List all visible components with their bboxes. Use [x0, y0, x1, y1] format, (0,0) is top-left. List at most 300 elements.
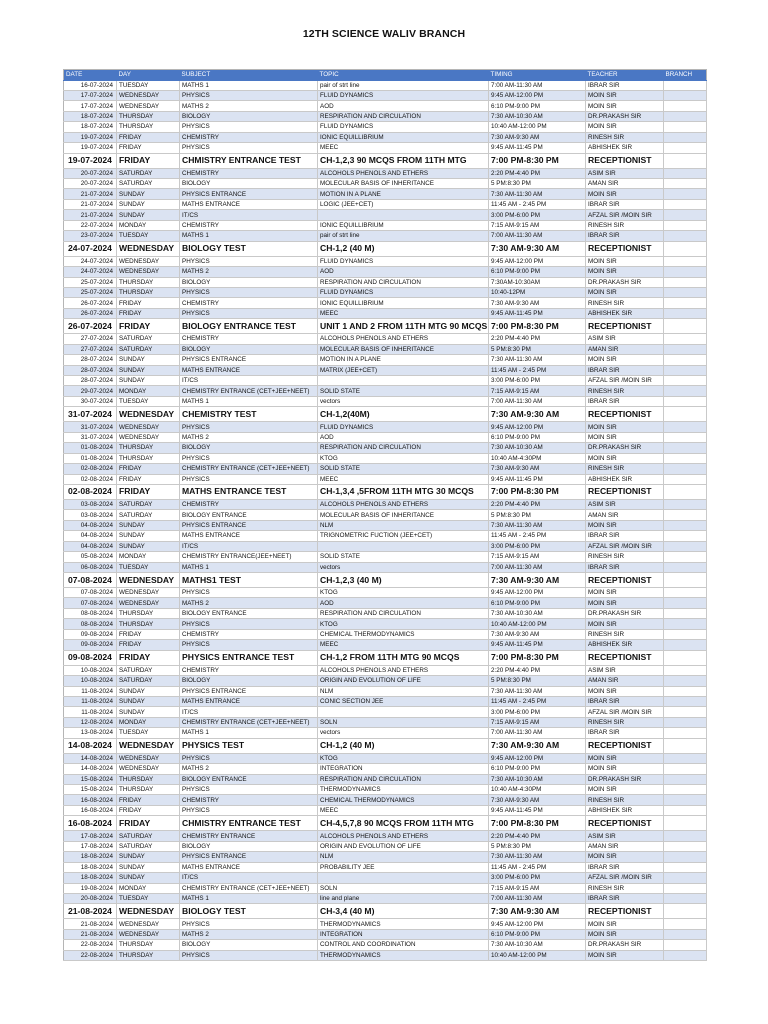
cell-teacher: IBRAR SIR [586, 893, 664, 903]
cell-teacher: DR.PRAKASH SIR [586, 277, 664, 287]
cell-topic: CH-1,2 (40 M) [318, 738, 489, 753]
cell-day: SUNDAY [117, 531, 180, 541]
cell-date: 25-07-2024 [64, 277, 117, 287]
cell-day: FRIDAY [117, 308, 180, 318]
cell-timing: 7:00 AM-11:30 AM [489, 893, 586, 903]
table-row [64, 453, 707, 463]
page-title: 12TH SCIENCE WALIV BRANCH [302, 28, 466, 40]
cell-branch [664, 422, 707, 432]
cell-topic: SOLID STATE [318, 386, 489, 396]
cell-subject: CHEMISTRY TEST [180, 407, 318, 422]
cell-branch [664, 298, 707, 308]
cell-day: THURSDAY [117, 287, 180, 297]
cell-day: FRIDAY [117, 298, 180, 308]
cell-teacher: RECEPTIONIST [586, 241, 664, 256]
cell-branch [664, 453, 707, 463]
cell-topic [318, 873, 489, 883]
table-row [64, 499, 707, 509]
cell-branch [664, 774, 707, 784]
cell-timing: 9:45 AM-12:00 PM [489, 90, 586, 100]
cell-date: 17-08-2024 [64, 841, 117, 851]
cell-timing: 9:45 AM-12:00 PM [489, 256, 586, 266]
cell-subject: CHMISTRY ENTRANCE TEST [180, 153, 318, 168]
cell-subject: MATHS ENTRANCE TEST [180, 484, 318, 499]
cell-day: SATURDAY [117, 676, 180, 686]
cell-subject: BIOLOGY [180, 179, 318, 189]
cell-date: 16-07-2024 [64, 80, 117, 90]
header-date: DATE [64, 70, 117, 81]
cell-date: 18-07-2024 [64, 111, 117, 121]
cell-subject: PHYSICS [180, 753, 318, 763]
cell-topic: RESPIRATION AND CIRCULATION [318, 774, 489, 784]
cell-teacher: MOIN SIR [586, 520, 664, 530]
cell-timing: 9:45 AM-12:00 PM [489, 753, 586, 763]
cell-day: THURSDAY [117, 774, 180, 784]
cell-date: 21-08-2024 [64, 919, 117, 929]
cell-teacher: MOIN SIR [586, 686, 664, 696]
table-row [64, 696, 707, 706]
table-row [64, 510, 707, 520]
cell-subject: MATHS 2 [180, 764, 318, 774]
cell-branch [664, 676, 707, 686]
cell-branch [664, 640, 707, 650]
cell-teacher: MOIN SIR [586, 598, 664, 608]
table-row [64, 334, 707, 344]
cell-timing: 7:30 AM-9:30 AM [489, 464, 586, 474]
cell-date: 31-07-2024 [64, 432, 117, 442]
cell-timing: 10:40 AM-4:30PM [489, 453, 586, 463]
cell-topic [318, 376, 489, 386]
cell-timing: 7:30 AM-9:30 AM [489, 132, 586, 142]
cell-subject: MATHS 2 [180, 929, 318, 939]
cell-date: 10-08-2024 [64, 665, 117, 675]
cell-teacher: MOIN SIR [586, 287, 664, 297]
table-row [64, 422, 707, 432]
cell-day: THURSDAY [117, 111, 180, 121]
cell-subject: CHEMISTRY ENTRANCE [180, 831, 318, 841]
cell-subject: PHYSICS [180, 785, 318, 795]
cell-topic: AOD [318, 432, 489, 442]
cell-date: 19-08-2024 [64, 883, 117, 893]
cell-timing: 7:00 PM-8:30 PM [489, 484, 586, 499]
cell-timing: 9:45 AM-12:00 PM [489, 422, 586, 432]
cell-branch [664, 541, 707, 551]
cell-teacher: MOIN SIR [586, 919, 664, 929]
cell-timing: 6:10 PM-9:00 PM [489, 101, 586, 111]
cell-branch [664, 852, 707, 862]
cell-branch [664, 407, 707, 422]
cell-day: SUNDAY [117, 520, 180, 530]
cell-day: MONDAY [117, 717, 180, 727]
cell-timing: 7:00 AM-11:30 AM [489, 562, 586, 572]
header-row [64, 70, 707, 81]
cell-branch [664, 738, 707, 753]
cell-branch [664, 816, 707, 831]
table-row [64, 753, 707, 763]
cell-day: WEDNESDAY [117, 753, 180, 763]
cell-date: 26-07-2024 [64, 298, 117, 308]
cell-topic: AOD [318, 598, 489, 608]
cell-branch [664, 805, 707, 815]
cell-topic: RESPIRATION AND CIRCULATION [318, 111, 489, 121]
cell-subject: MATHS ENTRANCE [180, 862, 318, 872]
cell-teacher: RECEPTIONIST [586, 650, 664, 665]
cell-topic: MEEC [318, 805, 489, 815]
cell-date: 14-08-2024 [64, 764, 117, 774]
cell-topic: SOLID STATE [318, 464, 489, 474]
cell-branch [664, 665, 707, 675]
table-row [64, 298, 707, 308]
table-row [64, 531, 707, 541]
test-row [64, 407, 707, 422]
cell-day: WEDNESDAY [117, 764, 180, 774]
cell-timing: 6:10 PM-9:00 PM [489, 267, 586, 277]
cell-topic: MOTION IN A PLANE [318, 189, 489, 199]
cell-day: THURSDAY [117, 940, 180, 950]
cell-date: 17-07-2024 [64, 90, 117, 100]
cell-topic: TRIGNOMETRIC FUCTION (JEE+CET) [318, 531, 489, 541]
cell-teacher: RECEPTIONIST [586, 738, 664, 753]
cell-timing: 9:45 AM-11:45 PM [489, 805, 586, 815]
cell-timing: 11:45 AM - 2:45 PM [489, 862, 586, 872]
cell-timing: 7:30 AM-10:30 AM [489, 774, 586, 784]
cell-day: TUESDAY [117, 396, 180, 406]
cell-topic: ORIGIN AND EVOLUTION OF LIFE [318, 841, 489, 851]
cell-teacher: AFZAL SIR /MOIN SIR [586, 376, 664, 386]
cell-date: 28-07-2024 [64, 355, 117, 365]
cell-timing: 9:45 AM-12:00 PM [489, 588, 586, 598]
table-row [64, 344, 707, 354]
table-row [64, 365, 707, 375]
cell-teacher: RECEPTIONIST [586, 904, 664, 919]
cell-date: 09-08-2024 [64, 629, 117, 639]
cell-subject: PHYSICS [180, 422, 318, 432]
table-row [64, 717, 707, 727]
cell-date: 17-08-2024 [64, 831, 117, 841]
cell-teacher: MOIN SIR [586, 950, 664, 960]
cell-topic: CH-1,2,3 90 MCQS FROM 11TH MTG [318, 153, 489, 168]
table-row [64, 168, 707, 178]
cell-teacher: AFZAL SIR /MOIN SIR [586, 210, 664, 220]
cell-day: THURSDAY [117, 122, 180, 132]
cell-day: SATURDAY [117, 179, 180, 189]
cell-date: 20-07-2024 [64, 179, 117, 189]
cell-teacher: ABHISHEK SIR [586, 143, 664, 153]
table-row [64, 122, 707, 132]
cell-day: FRIDAY [117, 629, 180, 639]
cell-subject: CHEMISTRY [180, 298, 318, 308]
cell-branch [664, 707, 707, 717]
cell-branch [664, 510, 707, 520]
cell-timing: 7:00 AM-11:30 AM [489, 728, 586, 738]
cell-timing: 7:00 AM-11:30 AM [489, 80, 586, 90]
cell-branch [664, 241, 707, 256]
cell-branch [664, 499, 707, 509]
cell-day: SATURDAY [117, 665, 180, 675]
cell-topic: SOLN [318, 717, 489, 727]
cell-topic: FLUID DYNAMICS [318, 422, 489, 432]
cell-topic: THERMODYNAMICS [318, 785, 489, 795]
cell-subject: CHEMISTRY ENTRANCE (CET+JEE+NEET) [180, 717, 318, 727]
cell-date: 16-08-2024 [64, 805, 117, 815]
header-branch: BRANCH [664, 70, 707, 81]
cell-subject: PHYSICS ENTRANCE [180, 355, 318, 365]
cell-date: 18-08-2024 [64, 852, 117, 862]
cell-day: WEDNESDAY [117, 573, 180, 588]
cell-date: 21-08-2024 [64, 929, 117, 939]
test-row [64, 319, 707, 334]
cell-subject: IT/CS [180, 541, 318, 551]
cell-timing: 10:40 AM-12:00 PM [489, 950, 586, 960]
cell-date: 08-08-2024 [64, 619, 117, 629]
cell-date: 24-07-2024 [64, 267, 117, 277]
cell-topic: MEEC [318, 143, 489, 153]
cell-teacher: ASIM SIR [586, 831, 664, 841]
cell-date: 18-08-2024 [64, 862, 117, 872]
cell-day: THURSDAY [117, 950, 180, 960]
cell-subject: PHYSICS ENTRANCE [180, 520, 318, 530]
cell-date: 22-08-2024 [64, 940, 117, 950]
cell-teacher: RECEPTIONIST [586, 153, 664, 168]
test-row [64, 650, 707, 665]
cell-day: SATURDAY [117, 168, 180, 178]
cell-subject: PHYSICS ENTRANCE [180, 189, 318, 199]
cell-branch [664, 728, 707, 738]
cell-timing: 5 PM:8:30 PM [489, 179, 586, 189]
cell-date: 07-08-2024 [64, 598, 117, 608]
cell-teacher: DR.PRAKASH SIR [586, 774, 664, 784]
cell-date: 18-07-2024 [64, 122, 117, 132]
cell-date: 29-07-2024 [64, 386, 117, 396]
table-row [64, 764, 707, 774]
cell-teacher: MOIN SIR [586, 432, 664, 442]
cell-subject: BIOLOGY [180, 111, 318, 121]
table-row [64, 256, 707, 266]
cell-branch [664, 153, 707, 168]
cell-branch [664, 256, 707, 266]
cell-day: SATURDAY [117, 499, 180, 509]
cell-date: 03-08-2024 [64, 499, 117, 509]
cell-teacher: MOIN SIR [586, 753, 664, 763]
cell-timing: 7:30 AM-9:30 AM [489, 904, 586, 919]
cell-timing: 9:45 AM-11:45 PM [489, 474, 586, 484]
cell-day: WEDNESDAY [117, 256, 180, 266]
cell-branch [664, 795, 707, 805]
table-row [64, 940, 707, 950]
cell-teacher: RECEPTIONIST [586, 319, 664, 334]
cell-branch [664, 344, 707, 354]
cell-subject: PHYSICS [180, 950, 318, 960]
cell-day: SUNDAY [117, 365, 180, 375]
cell-date: 11-08-2024 [64, 707, 117, 717]
cell-topic: SOLN [318, 883, 489, 893]
cell-branch [664, 474, 707, 484]
cell-subject: CHMISTRY ENTRANCE TEST [180, 816, 318, 831]
cell-topic: pair of strt line [318, 80, 489, 90]
header-day: DAY [117, 70, 180, 81]
cell-day: SUNDAY [117, 541, 180, 551]
cell-topic: CH-4,5,7,8 90 MCQS FROM 11TH MTG [318, 816, 489, 831]
cell-topic: FLUID DYNAMICS [318, 256, 489, 266]
cell-branch [664, 785, 707, 795]
cell-date: 13-08-2024 [64, 728, 117, 738]
cell-teacher: ABHISHEK SIR [586, 308, 664, 318]
cell-day: FRIDAY [117, 474, 180, 484]
cell-day: SUNDAY [117, 696, 180, 706]
test-row [64, 738, 707, 753]
cell-topic: IONIC EQUILLIBRIUM [318, 220, 489, 230]
cell-topic: RESPIRATION AND CIRCULATION [318, 443, 489, 453]
cell-date: 07-08-2024 [64, 588, 117, 598]
cell-day: WEDNESDAY [117, 598, 180, 608]
cell-topic: THERMODYNAMICS [318, 950, 489, 960]
cell-subject: CHEMISTRY [180, 220, 318, 230]
cell-topic: MATRIX (JEE+CET) [318, 365, 489, 375]
cell-subject: PHYSICS [180, 474, 318, 484]
cell-date: 15-08-2024 [64, 774, 117, 784]
cell-branch [664, 531, 707, 541]
cell-day: WEDNESDAY [117, 241, 180, 256]
cell-date: 07-08-2024 [64, 573, 117, 588]
cell-teacher: AMAN SIR [586, 179, 664, 189]
cell-timing: 2:20 PM-4:40 PM [489, 168, 586, 178]
cell-subject: CHEMISTRY ENTRANCE (CET+JEE+NEET) [180, 464, 318, 474]
cell-branch [664, 883, 707, 893]
cell-teacher: RINESH SIR [586, 386, 664, 396]
table-row [64, 608, 707, 618]
cell-date: 03-08-2024 [64, 510, 117, 520]
cell-timing: 5 PM:8:30 PM [489, 841, 586, 851]
table-row [64, 929, 707, 939]
cell-topic: UNIT 1 AND 2 FROM 11TH MTG 90 MCQS [318, 319, 489, 334]
cell-branch [664, 365, 707, 375]
cell-branch [664, 334, 707, 344]
cell-day: TUESDAY [117, 80, 180, 90]
table-row [64, 277, 707, 287]
table-row [64, 541, 707, 551]
table-row [64, 785, 707, 795]
table-row [64, 598, 707, 608]
cell-topic: ALCOHOLS PHENOLS AND ETHERS [318, 831, 489, 841]
cell-teacher: ABHISHEK SIR [586, 474, 664, 484]
table-row [64, 132, 707, 142]
cell-timing: 2:20 PM-4:40 PM [489, 334, 586, 344]
cell-branch [664, 841, 707, 851]
cell-topic: IONIC EQUILLIBRIUM [318, 132, 489, 142]
table-row [64, 143, 707, 153]
cell-branch [664, 132, 707, 142]
cell-branch [664, 355, 707, 365]
cell-topic: CH-1,2(40M) [318, 407, 489, 422]
cell-date: 05-08-2024 [64, 552, 117, 562]
cell-timing: 2:20 PM-4:40 PM [489, 831, 586, 841]
cell-teacher: AFZAL SIR /MOIN SIR [586, 873, 664, 883]
cell-subject: BIOLOGY ENTRANCE [180, 774, 318, 784]
cell-subject: PHYSICS [180, 256, 318, 266]
cell-teacher: IBRAR SIR [586, 562, 664, 572]
cell-teacher: DR.PRAKASH SIR [586, 111, 664, 121]
header-timing: TIMING [489, 70, 586, 81]
cell-date: 02-08-2024 [64, 464, 117, 474]
cell-topic [318, 541, 489, 551]
cell-timing: 3:00 PM-6:00 PM [489, 541, 586, 551]
table-row [64, 862, 707, 872]
cell-branch [664, 862, 707, 872]
cell-branch [664, 287, 707, 297]
cell-timing: 3:00 PM-6:00 PM [489, 707, 586, 717]
cell-branch [664, 210, 707, 220]
table-row [64, 562, 707, 572]
cell-date: 22-08-2024 [64, 950, 117, 960]
table-row [64, 199, 707, 209]
cell-subject: IT/CS [180, 376, 318, 386]
table-row [64, 852, 707, 862]
cell-date: 01-08-2024 [64, 453, 117, 463]
table-row [64, 805, 707, 815]
cell-subject: MATHS ENTRANCE [180, 696, 318, 706]
cell-timing: 2:20 PM-4:40 PM [489, 499, 586, 509]
header-topic: TOPIC [318, 70, 489, 81]
test-row [64, 484, 707, 499]
table-row [64, 883, 707, 893]
cell-branch [664, 484, 707, 499]
cell-branch [664, 629, 707, 639]
cell-teacher: MOIN SIR [586, 764, 664, 774]
table-row [64, 189, 707, 199]
cell-day: TUESDAY [117, 231, 180, 241]
cell-subject: BIOLOGY [180, 277, 318, 287]
cell-teacher: AMAN SIR [586, 841, 664, 851]
cell-subject: CHEMISTRY [180, 795, 318, 805]
cell-topic: AOD [318, 267, 489, 277]
cell-teacher: IBRAR SIR [586, 728, 664, 738]
cell-teacher: RINESH SIR [586, 220, 664, 230]
table-row [64, 686, 707, 696]
cell-timing: 7:00 PM-8:30 PM [489, 816, 586, 831]
cell-date: 12-08-2024 [64, 717, 117, 727]
cell-topic: CH-1,2,3 (40 M) [318, 573, 489, 588]
test-row [64, 241, 707, 256]
cell-date: 04-08-2024 [64, 541, 117, 551]
cell-date: 30-07-2024 [64, 396, 117, 406]
cell-branch [664, 122, 707, 132]
cell-teacher: AMAN SIR [586, 676, 664, 686]
cell-day: SUNDAY [117, 852, 180, 862]
cell-teacher: MOIN SIR [586, 929, 664, 939]
cell-timing: 7:30 AM-11:30 AM [489, 852, 586, 862]
table-row [64, 665, 707, 675]
cell-timing: 7:00 AM-11:30 AM [489, 396, 586, 406]
cell-branch [664, 950, 707, 960]
cell-branch [664, 717, 707, 727]
cell-timing: 7:00 PM-8:30 PM [489, 319, 586, 334]
cell-branch [664, 386, 707, 396]
cell-day: SATURDAY [117, 334, 180, 344]
cell-topic: NLM [318, 852, 489, 862]
cell-day: WEDNESDAY [117, 432, 180, 442]
cell-teacher: IBRAR SIR [586, 231, 664, 241]
cell-day: TUESDAY [117, 893, 180, 903]
cell-subject: PHYSICS [180, 122, 318, 132]
cell-teacher: RINESH SIR [586, 132, 664, 142]
cell-timing: 3:00 PM-6:00 PM [489, 873, 586, 883]
cell-day: WEDNESDAY [117, 101, 180, 111]
cell-timing: 7:00 PM-8:30 PM [489, 153, 586, 168]
cell-date: 20-07-2024 [64, 168, 117, 178]
cell-timing: 11:45 AM - 2:45 PM [489, 531, 586, 541]
cell-timing: 7:30 AM-11:30 AM [489, 355, 586, 365]
cell-date: 09-08-2024 [64, 650, 117, 665]
